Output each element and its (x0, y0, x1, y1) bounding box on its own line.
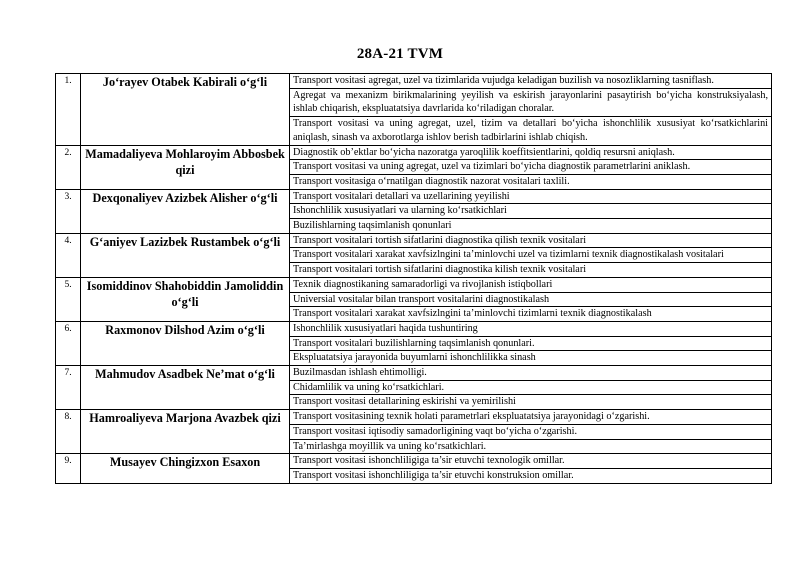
row-number: 8. (56, 410, 81, 454)
topic-cell: Transport vositalari tortish sifatlarini diagnostika kilish texnik vositalari (290, 263, 772, 278)
table-row (56, 321, 772, 336)
topic-cell: Buzilishlarning taqsimlanish qonunlari (290, 219, 772, 234)
topic-cell: Buzilmasdan ishlash ehtimolligi. (290, 366, 772, 381)
row-number: 2. (56, 145, 81, 189)
topic-cell: Diagnostik ob’ektlar bo‘yicha nazoratga yaroqlilik koeffitsientlarini, qoldiq resursni aniqlash. (290, 145, 772, 160)
student-name: Dexqonaliyev Azizbek Alisher o‘g‘li (81, 189, 290, 233)
student-name: Isomiddinov Shahobiddin Jamoliddin o‘g‘li (81, 277, 290, 321)
topic-cell: Transport vositalari xarakat xavfsizlngini ta’minlovchi tizimlarni texnik diagnostikalash (290, 307, 772, 322)
topic-cell: Ishonchlilik xususiyatlari va ularning ko‘rsatkichlari (290, 204, 772, 219)
student-name: Jo‘rayev Otabek Kabirali o‘g‘li (81, 74, 290, 146)
topic-cell: Transport vositasiga o‘rnatilgan diagnostik nazorat vositalari taxlili. (290, 174, 772, 189)
topic-cell: Transport vositasi detallarining eskirishi va yemirilishi (290, 395, 772, 410)
topic-cell: Ishonchlilik xususiyatlari haqida tushuntiring (290, 321, 772, 336)
row-number: 3. (56, 189, 81, 233)
topic-cell: Ta’mirlashga moyillik va uning ko‘rsatkichlari. (290, 439, 772, 454)
table-row (56, 454, 772, 469)
student-name: Mamadaliyeva Mohlaroyim Abbosbek qizi (81, 145, 290, 189)
topic-cell: Ekspluatatsiya jarayonida buyumlarni ishonchlilikka sinash (290, 351, 772, 366)
topic-cell: Transport vositasi agregat, uzel va tizimlarida vujudga keladigan buzilish va nosozliklarning tasniflash. (290, 74, 772, 89)
topic-cell: Texnik diagnostikaning samaradorligi va rivojlanish istiqbollari (290, 277, 772, 292)
topic-cell: Transport vositasi va uning agregat, uzel, tizim va detallari bo‘yicha ishonchlilik xususiyat ko‘rsatkichlarini aniqlash, sinash va axborotlarga ishlov berish tadbirlarini ishlab chiqish. (290, 117, 772, 145)
table-row (56, 366, 772, 381)
student-name: G‘aniyev Lazizbek Rustambek o‘g‘li (81, 233, 290, 277)
row-number: 1. (56, 74, 81, 146)
document-title: 28A-21 TVM (356, 46, 444, 62)
topic-cell: Transport vositasi iqtisodiy samadorligining vaqt bo‘yicha o‘zgarishi. (290, 424, 772, 439)
topic-cell: Chidamlilik va uning ko‘rsatkichlari. (290, 380, 772, 395)
topic-cell: Universial vositalar bilan transport vositalarini diagnostikalash (290, 292, 772, 307)
topic-cell: Transport vositalari tortish sifatlarini diagnostika qilish texnik vositalari (290, 233, 772, 248)
table-row (56, 189, 772, 204)
row-number: 7. (56, 366, 81, 410)
table-row (56, 277, 772, 292)
topic-cell: Agregat va mexanizm birikmalarining yeyilish va eskirish jarayonlarini pasaytirish bo‘yicha konstruksiyalash, ishlab chiqarish, ekspluatatsiya davrlarida ko‘riladigan choralar. (290, 88, 772, 116)
table-row (56, 233, 772, 248)
topic-cell: Transport vositasi va uning agregat, uzel va tizimlari bo‘yicha diagnostik parametrlarini aniklash. (290, 160, 772, 175)
topic-cell: Transport vositasi ishonchliligiga ta’sir etuvchi konstruksion omillar. (290, 468, 772, 483)
table-row (56, 74, 772, 89)
assignment-table (55, 73, 772, 484)
student-name: Mahmudov Asadbek Ne’mat o‘g‘li (81, 366, 290, 410)
topic-cell: Transport vositalari buzilishlarning taqsimlanish qonunlari. (290, 336, 772, 351)
row-number: 9. (56, 454, 81, 483)
table-row (56, 145, 772, 160)
row-number: 6. (56, 321, 81, 365)
topic-cell: Transport vositasi ishonchliligiga ta’sir etuvchi texnologik omillar. (290, 454, 772, 469)
row-number: 4. (56, 233, 81, 277)
table-row (56, 410, 772, 425)
row-number: 5. (56, 277, 81, 321)
topic-cell: Transport vositalari xarakat xavfsizlngini ta’minlovchi uzel va tizimlarni texnik diagnostikalash vositalari (290, 248, 772, 263)
student-name: Raxmonov Dilshod Azim o‘g‘li (81, 321, 290, 365)
student-name: Musayev Chingizxon Esaxon (81, 454, 290, 483)
student-name: Hamroaliyeva Marjona Avazbek qizi (81, 410, 290, 454)
topic-cell: Transport vositasining texnik holati parametrlari ekspluatatsiya jarayonidagi o‘zgarishi. (290, 410, 772, 425)
topic-cell: Transport vositalari detallari va uzellarining yeyilishi (290, 189, 772, 204)
